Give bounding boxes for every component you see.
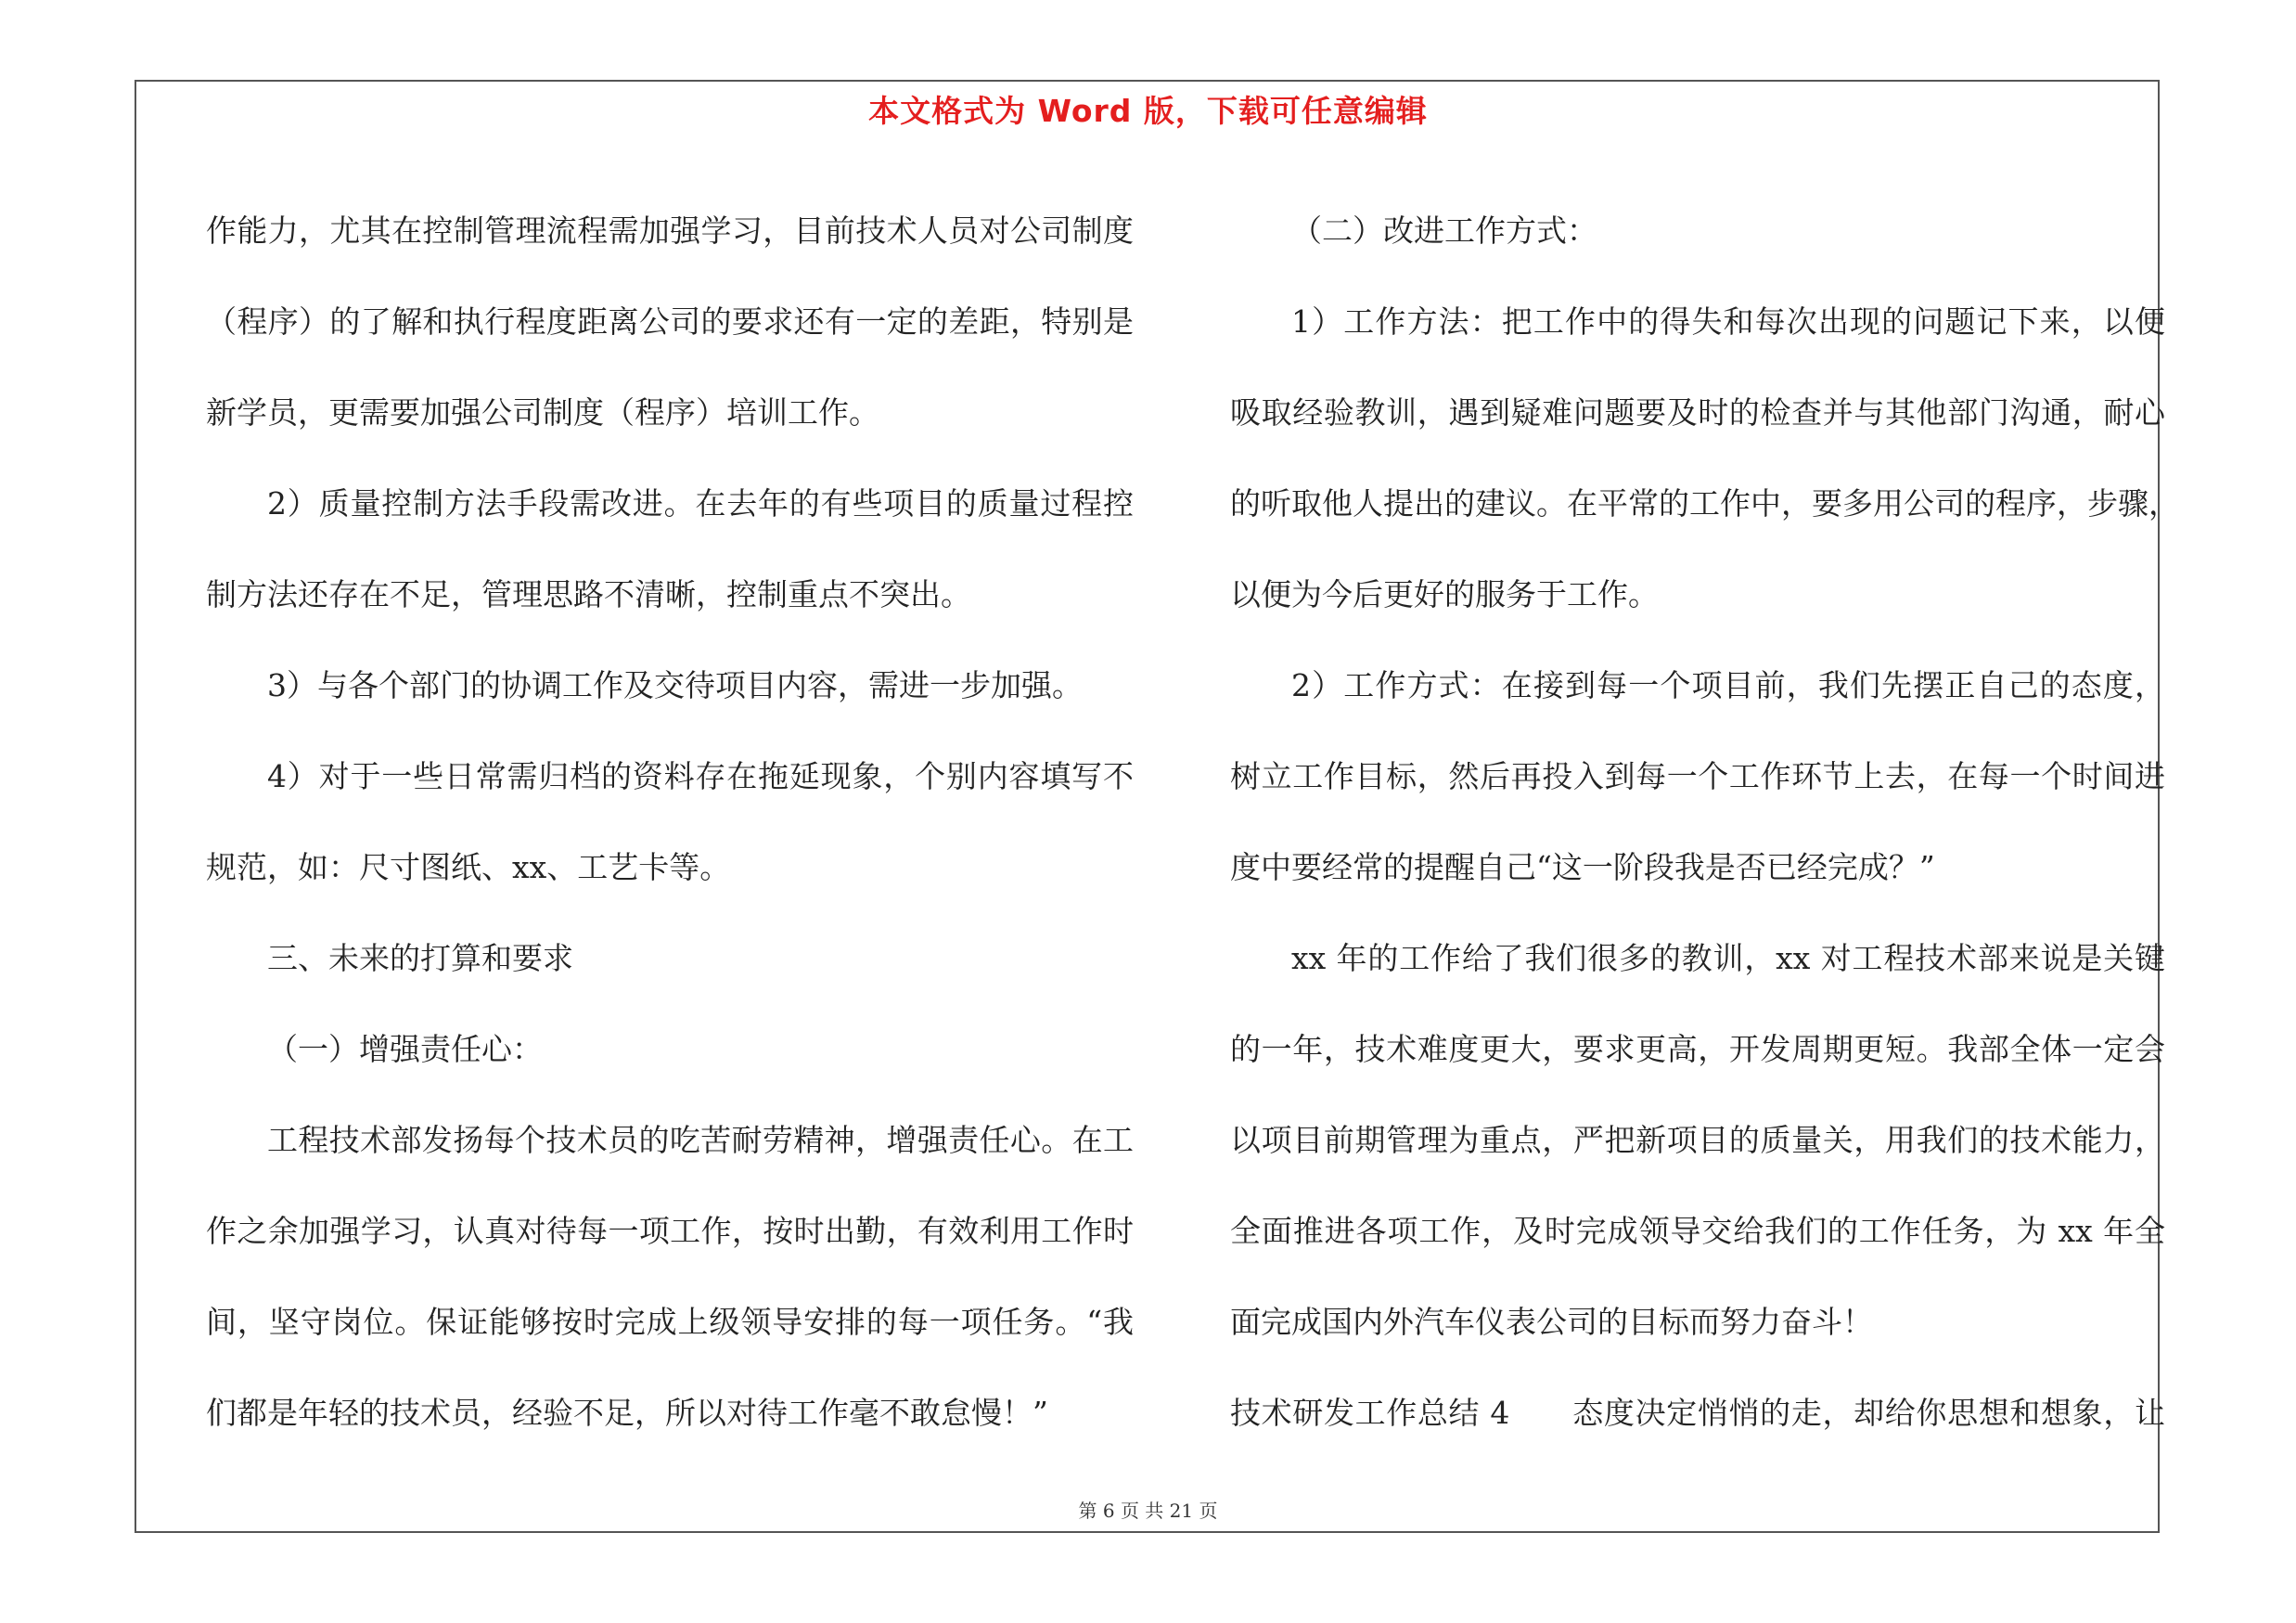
text-line: 度中要经常的提醒自己“这一阶段我是否已经完成？”	[1230, 849, 1935, 885]
text-line: xx 年的工作给了我们很多的教训，xx 对工程技术部来说是关键	[1291, 940, 2165, 976]
text-line: 的听取他人提出的建议。在平常的工作中，要多用公司的程序，步骤，	[1230, 485, 2179, 522]
document-header: 本文格式为 Word 版，下载可任意编辑	[868, 93, 1428, 129]
text-line: 们都是年轻的技术员，经验不足，所以对待工作毫不敢怠慢！”	[206, 1395, 1048, 1431]
section-heading: 三、未来的打算和要求	[267, 940, 573, 976]
text-line: 技术研发工作总结 4 态度决定悄悄的走，却给你思想和想象，让	[1230, 1395, 2165, 1431]
text-line: 新学员，更需要加强公司制度（程序）培训工作。	[206, 394, 879, 431]
text-line: 作能力，尤其在控制管理流程需加强学习，目前技术人员对公司制度	[206, 213, 1134, 249]
page-number: 第 6 页 共 21 页	[1078, 1500, 1218, 1522]
subsection-heading: （二）改进工作方式：	[1291, 213, 1597, 249]
text-line: 规范，如：尺寸图纸、xx、工艺卡等。	[206, 849, 731, 885]
text-line: 4）对于一些日常需归档的资料存在拖延现象，个别内容填写不	[267, 758, 1134, 794]
text-line: 制方法还存在不足，管理思路不清晰，控制重点不突出。	[206, 576, 971, 612]
text-line: 工程技术部发扬每个技术员的吃苦耐劳精神，增强责任心。在工	[267, 1122, 1134, 1158]
text-line: 面完成国内外汽车仪表公司的目标而努力奋斗！	[1230, 1304, 1873, 1340]
text-line: 间，坚守岗位。保证能够按时完成上级领导安排的每一项任务。“我	[206, 1304, 1134, 1340]
text-line: 全面推进各项工作，及时完成领导交给我们的工作任务，为 xx 年全	[1230, 1213, 2165, 1249]
text-line: 的一年，技术难度更大，要求更高，开发周期更短。我部全体一定会	[1230, 1031, 2165, 1067]
text-line: 树立工作目标，然后再投入到每一个工作环节上去，在每一个时间进	[1230, 758, 2165, 794]
text-line: （程序）的了解和执行程度距离公司的要求还有一定的差距，特别是	[206, 303, 1134, 340]
text-line: 作之余加强学习，认真对待每一项工作，按时出勤，有效利用工作时	[206, 1213, 1134, 1249]
text-line: 2）工作方式：在接到每一个项目前，我们先摆正自己的态度，	[1291, 667, 2165, 703]
text-line: 以便为今后更好的服务于工作。	[1230, 576, 1659, 612]
text-line: 2）质量控制方法手段需改进。在去年的有些项目的质量过程控	[267, 485, 1134, 522]
subsection-heading: （一）增强责任心：	[267, 1031, 543, 1067]
text-line: 1）工作方法：把工作中的得失和每次出现的问题记下来，以便	[1291, 303, 2165, 340]
text-line: 吸取经验教训，遇到疑难问题要及时的检查并与其他部门沟通，耐心	[1230, 394, 2165, 431]
text-line: 3）与各个部门的协调工作及交待项目内容，需进一步加强。	[267, 667, 1083, 703]
text-line: 以项目前期管理为重点，严把新项目的质量关，用我们的技术能力，	[1230, 1122, 2165, 1158]
left-column	[206, 186, 1134, 1459]
right-column	[1230, 186, 2179, 1459]
